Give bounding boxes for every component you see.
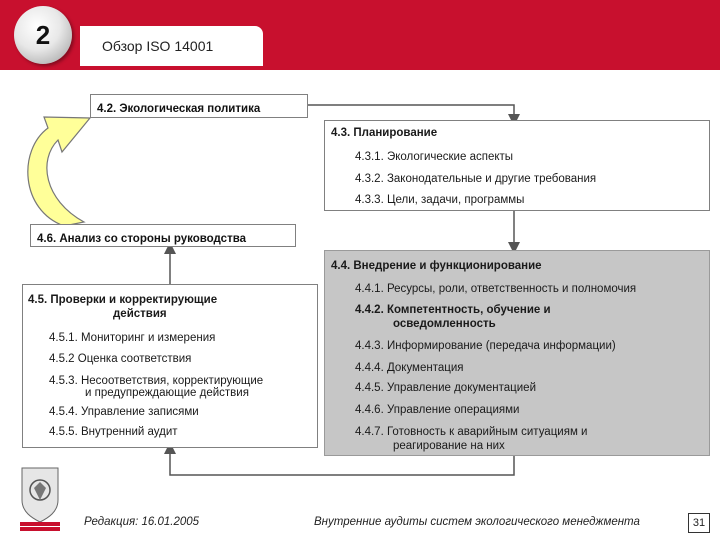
implementation-item: 4.4.2. Компетентность, обучение и <box>355 304 551 316</box>
page-number: 31 <box>688 513 710 533</box>
planning-title: 4.3. Планирование <box>331 127 438 139</box>
checking-item: 4.5.4. Управление записями <box>49 406 199 418</box>
page-title: Обзор ISO 14001 <box>80 26 263 66</box>
connector-policy-to-planning <box>308 105 514 120</box>
footer-course-title: Внутренние аудиты систем экологического менеджмента <box>314 516 640 528</box>
slide-number-badge: 2 <box>14 6 72 64</box>
checking-item: 4.5.1. Мониторинг и измерения <box>49 332 216 344</box>
implementation-item: 4.4.1. Ресурсы, роли, ответственность и полномочия <box>355 283 637 295</box>
management-review-label: 4.6. Анализ со стороны руководства <box>37 233 247 245</box>
implementation-item: 4.4.3. Информирование (передача информации) <box>355 340 616 352</box>
implementation-item: 4.4.5. Управление документацией <box>355 382 536 394</box>
checking-item-cont: и предупреждающие действия <box>85 387 249 399</box>
planning-box <box>324 120 710 211</box>
policy-box <box>90 94 308 118</box>
footer-edition-date: Редакция: 16.01.2005 <box>84 516 200 528</box>
implementation-item: 4.4.4. Документация <box>355 362 464 374</box>
checking-box <box>22 284 318 448</box>
checking-item: 4.5.3. Несоответствия, корректирующие <box>49 375 264 387</box>
bureau-veritas-logo <box>18 466 62 532</box>
planning-item: 4.3.2. Законодательные и другие требования <box>355 173 597 185</box>
checking-item: 4.5.5. Внутренний аудит <box>49 426 178 438</box>
checking-title: 4.5. Проверки и корректирующие <box>28 294 218 306</box>
management-review-box <box>30 224 296 247</box>
implementation-title: 4.4. Внедрение и функционирование <box>331 260 542 272</box>
implementation-item-cont: реагирование на них <box>393 440 505 452</box>
implementation-item-cont: осведомленность <box>393 318 496 330</box>
checking-item: 4.5.2 Оценка соответствия <box>49 353 192 365</box>
policy-label: 4.2. Экологическая политика <box>97 103 261 115</box>
curved-improvement-arrow <box>28 117 90 226</box>
implementation-box <box>324 250 710 456</box>
planning-item: 4.3.3. Цели, задачи, программы <box>355 194 525 206</box>
planning-item: 4.3.1. Экологические аспекты <box>355 151 514 163</box>
implementation-item: 4.4.7. Готовность к аварийным ситуациям и <box>355 426 588 438</box>
implementation-item: 4.4.6. Управление операциями <box>355 404 520 416</box>
checking-title-cont: действия <box>113 308 167 320</box>
